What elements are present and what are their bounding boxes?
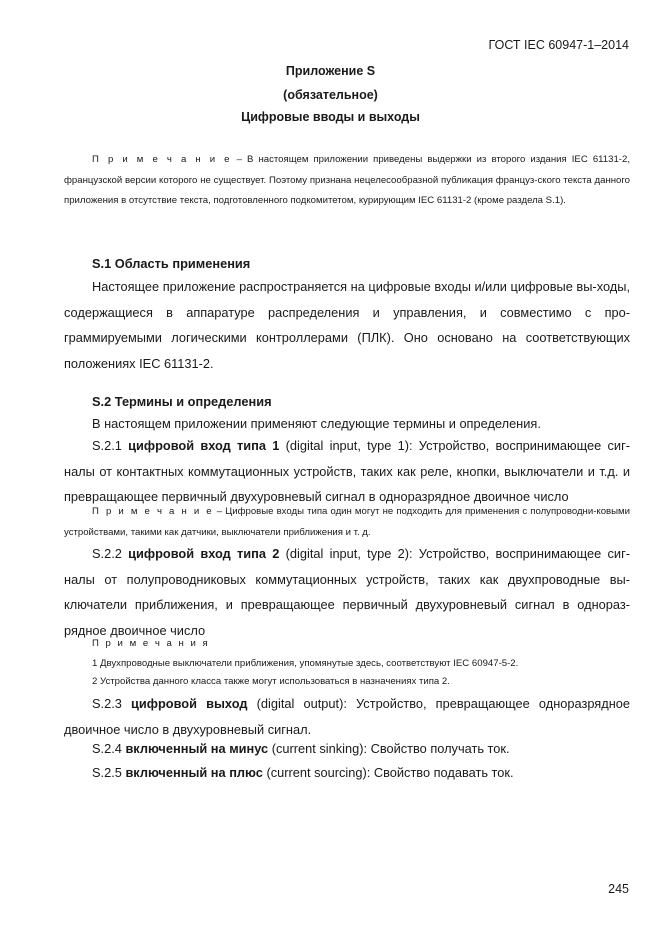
- definition-number: S.2.1: [92, 438, 129, 453]
- definition-number: S.2.4: [92, 741, 126, 756]
- definition-text: (digital output): Устройство, превращающее одноразрядное двоичное число в двухуровневый сигнал.: [64, 696, 631, 737]
- definition-s2-5: [64, 760, 630, 786]
- notes-label: П р и м е ч а н и я: [92, 638, 210, 649]
- note-s2-2-item-1: 1 Двухпроводные выключатели приближения, упомянутые здесь, соответствуют IEC 60947-5-2.: [92, 658, 519, 669]
- definition-number: S.2.3: [92, 696, 132, 711]
- note-text: – В настоящем приложении приведены выдержки из второго издания IEC 61131-2, французской версии которого не существует. Поэтому признана нецелесообразной публикация француз-ского текста данного приложения в отсутствие текста, подготовленного подкомитетом, курирующим IEC 61131-2 (кроме раздела S.1).: [64, 154, 630, 206]
- definition-text: (current sourcing): Свойство подавать ток.: [262, 765, 514, 780]
- note-text: – Цифровые входы типа один могут не подходить для применения с полупроводни-ковыми устройствами, такими как датчики, выключатели приближения и т. д.: [64, 506, 630, 538]
- intro-note: [64, 150, 630, 212]
- definition-s2-2: [64, 541, 630, 644]
- definition-s2-4: [64, 736, 630, 762]
- annex-title: Приложение S: [285, 64, 376, 78]
- standard-designation: ГОСТ IEC 60947-1–2014: [488, 38, 629, 52]
- definition-s2-1: [64, 433, 630, 510]
- section-heading-s2: S.2 Термины и определения: [92, 394, 272, 409]
- definition-text: (digital input, type 2): Устройство, воспринимающее сиг-налы от полупроводниковых коммутационных устройств, таких как двухпроводные вы-ключатели приближения, и превращающее первичный двухуровневый сигнал в однораз-рядное двоичное число: [64, 546, 630, 639]
- definition-number: S.2.5: [92, 765, 126, 780]
- definition-term: цифровой выход: [131, 696, 248, 711]
- definition-term: включенный на плюс: [125, 765, 263, 780]
- note-s2-1: [64, 502, 630, 543]
- definition-term: цифровой вход типа 2: [128, 546, 280, 561]
- note-label: П р и м е ч а н и е: [92, 506, 214, 517]
- annex-status: (обязательное): [283, 88, 378, 102]
- note-label: П р и м е ч а н и е: [92, 154, 232, 165]
- definition-text: (digital input, type 1): Устройство, воспринимающее сиг-налы от контактных коммутационных устройств, таких как реле, кнопки, выключатели и т.д. и превращающее первичный двухуровневый сигнал в одноразрядное двоичное число: [64, 438, 630, 505]
- page-number: 245: [608, 882, 629, 896]
- definition-number: S.2.2: [92, 546, 129, 561]
- section-intro-s2: В настоящем приложении применяют следующие термины и определения.: [92, 416, 541, 431]
- definition-s2-3: [64, 691, 630, 742]
- definition-term: цифровой вход типа 1: [128, 438, 280, 453]
- definition-text: (current sinking): Свойство получать ток.: [268, 741, 510, 756]
- section-heading-s1: S.1 Область применения: [92, 256, 251, 271]
- annex-subject: Цифровые вводы и выходы: [241, 110, 420, 124]
- definition-term: включенный на минус: [125, 741, 269, 756]
- note-s2-2-item-2: 2 Устройства данного класса также могут использоваться в назначениях типа 2.: [92, 676, 450, 687]
- section-text-s1: Настоящее приложение распространяется на цифровые входы и/или цифровые вы-ходы, содержащиеся в аппаратуре распределения и управления, и совместимо с про-граммируемыми логическими контроллерами (ПЛК). Оно основано на соответствующих положениях IEC 61131-2.: [64, 279, 630, 372]
